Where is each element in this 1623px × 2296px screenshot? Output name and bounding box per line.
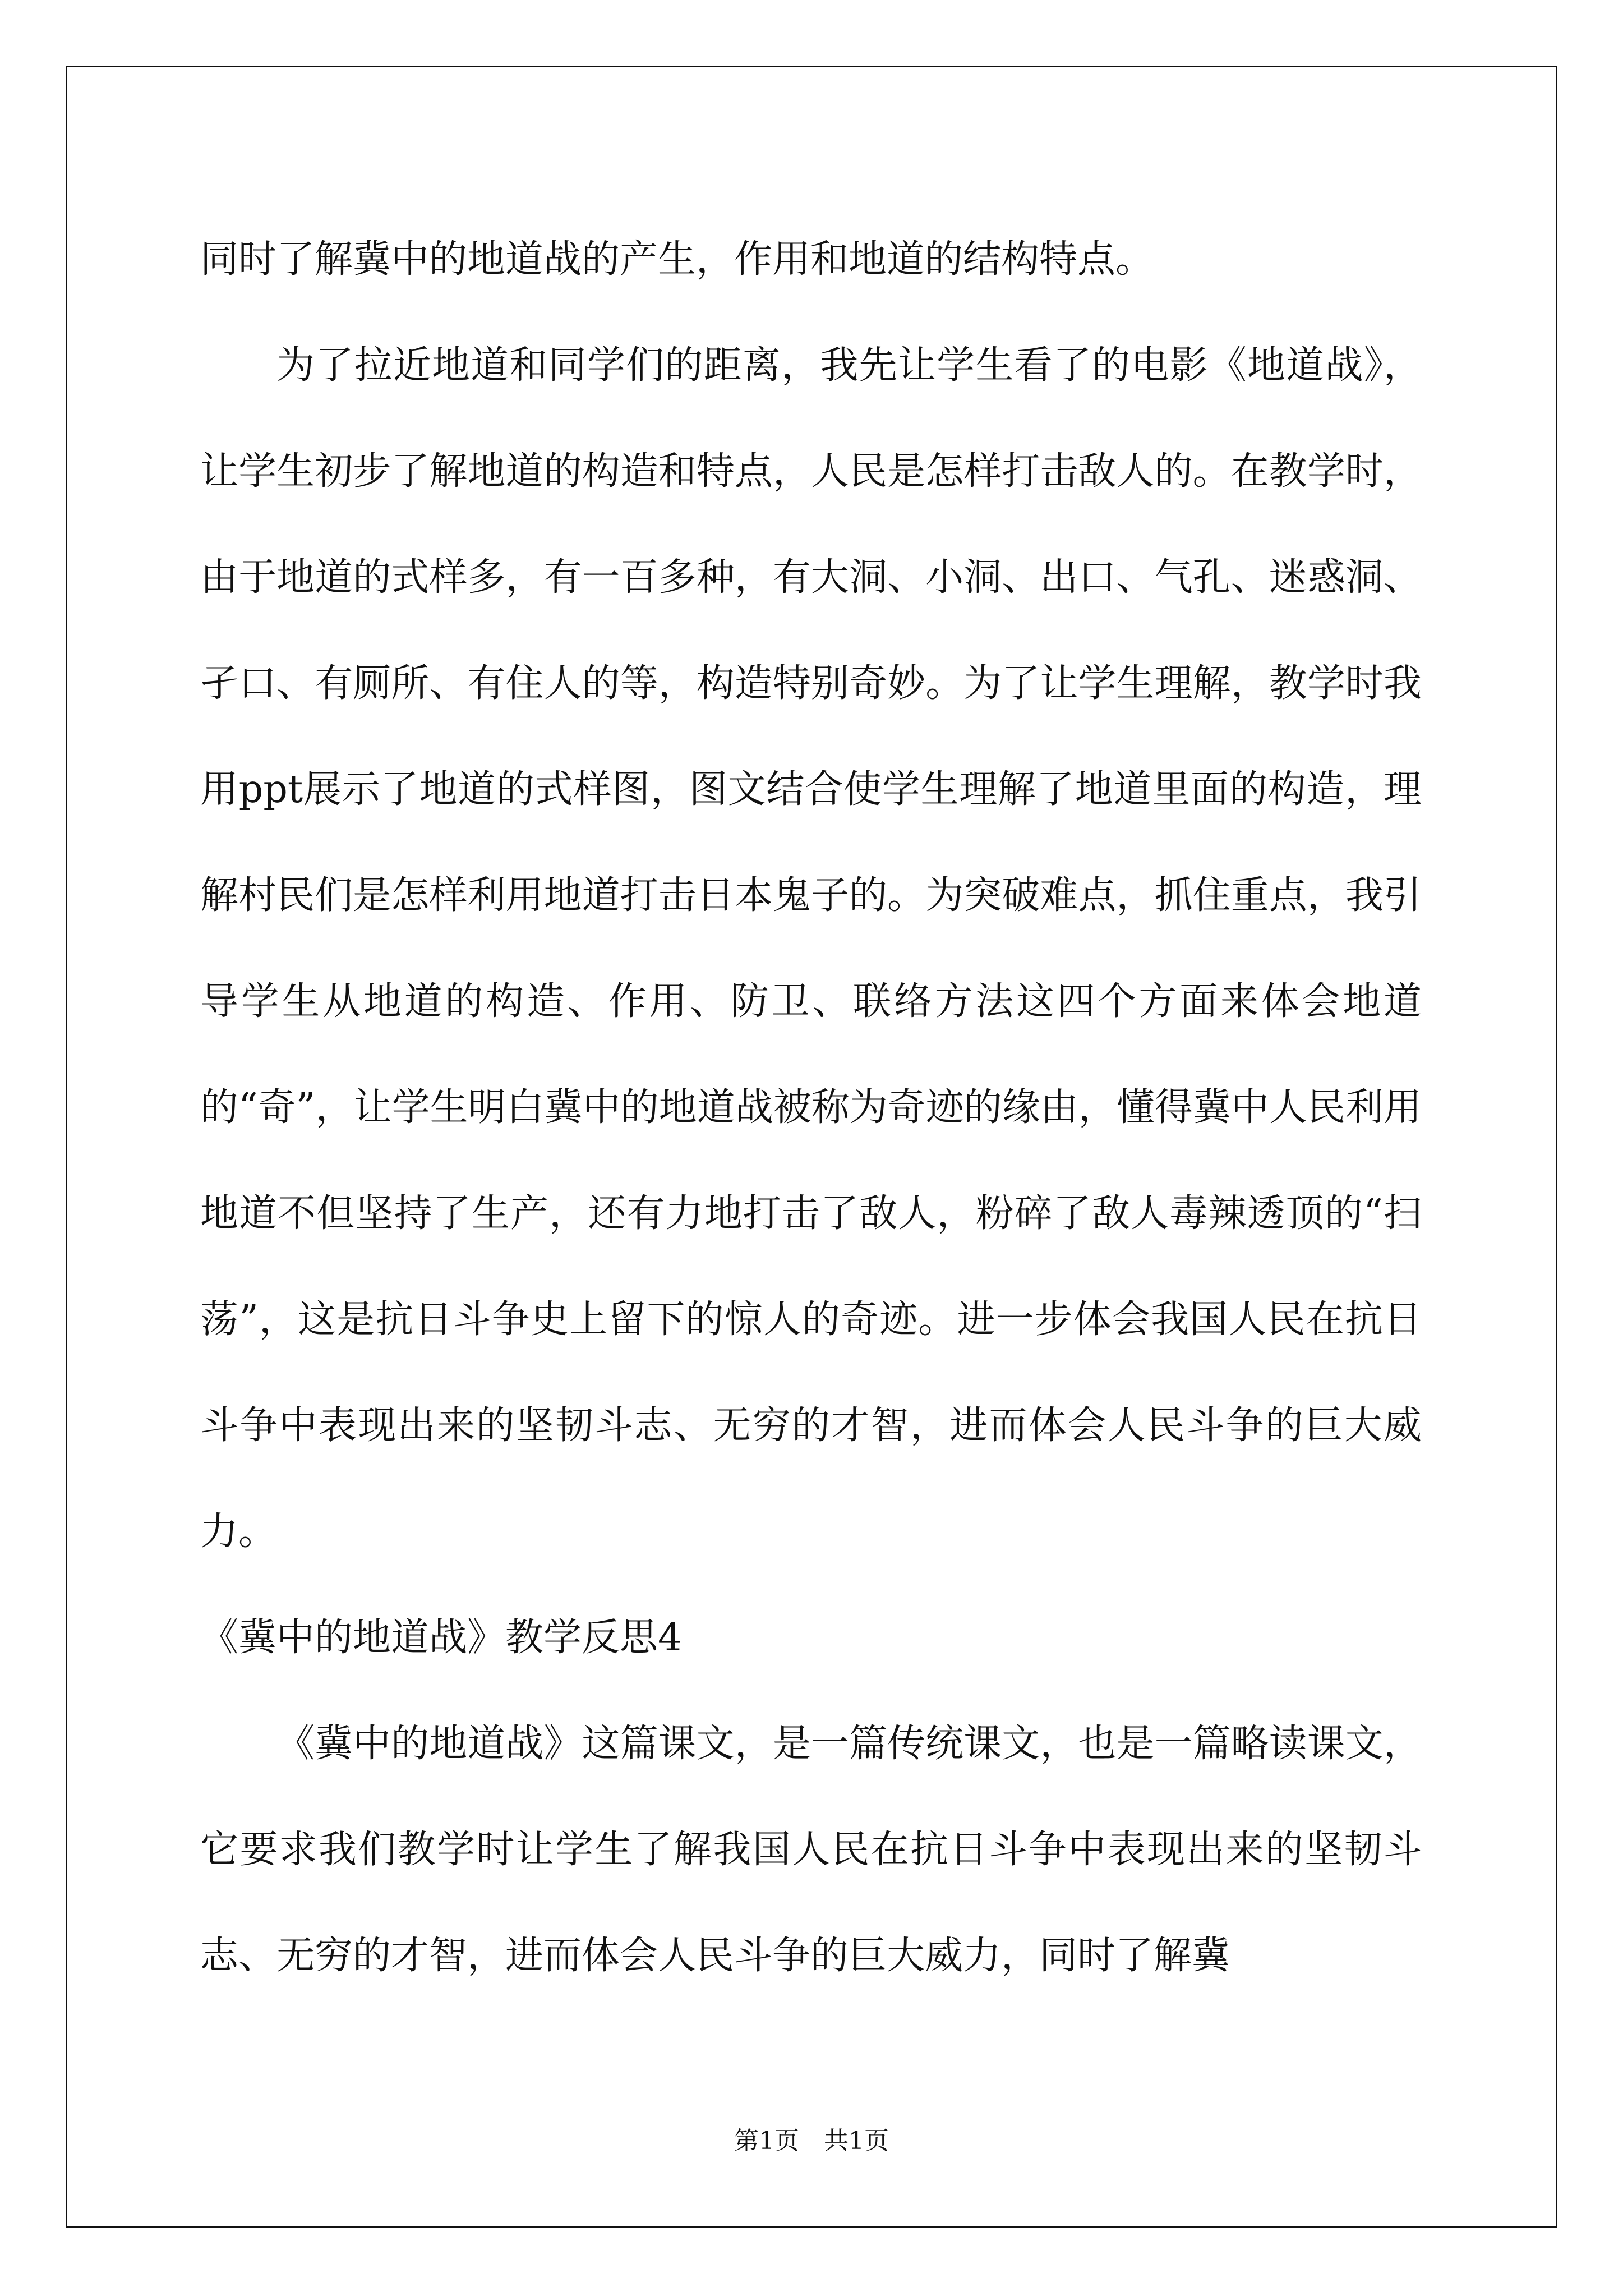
section-heading: 《冀中的地道战》教学反思4	[200, 1616, 683, 1660]
page-footer: 第1页 共1页	[734, 2127, 889, 2155]
paragraph-reflection-3: 为了拉近地道和同学们的距离，我先让学生看了的电影《地道战》，让学生初步了解地道的构造和特点，人民是怎样打击敌人的。在教学时，由于地道的式样多，有一百多种，有大洞、小洞、出口、气孔、迷惑洞、孑口、有厕所、有住人的等，构造特别奇妙。为了让学生理解，教学时我用ppt展示了地道的式样图，图文结合使学生理解了地道里面的构造，理解村民们是怎样利用地道打击日本鬼子的。为突破难点，抓住重点，我引导学生从地道的构造、作用、防卫、联络方法这四个方面来体会地道的“奇”，让学生明白冀中的地道战被称为奇迹的缘由，懂得冀中人民利用地道不但坚持了生产，还有力地打击了敌人，粉碎了敌人毒辣透顶的“扫荡”，这是抗日斗争史上留下的惊人的奇迹。进一步体会我国人民在抗日斗争中表现出来的坚韧斗志、无穷的才智，进而体会人民斗争的巨大威力。	[200, 343, 1422, 1554]
paragraph-reflection-4: 《冀中的地道战》这篇课文，是一篇传统课文，也是一篇略读课文，它要求我们教学时让学生了解我国人民在抗日斗争中表现出来的坚韧斗志、无穷的才智，进而体会人民斗争的巨大威力，同时了解冀	[200, 1722, 1422, 1978]
paragraph-continuation: 同时了解冀中的地道战的产生，作用和地道的结构特点。	[200, 237, 1154, 282]
document-body	[200, 206, 1422, 2009]
